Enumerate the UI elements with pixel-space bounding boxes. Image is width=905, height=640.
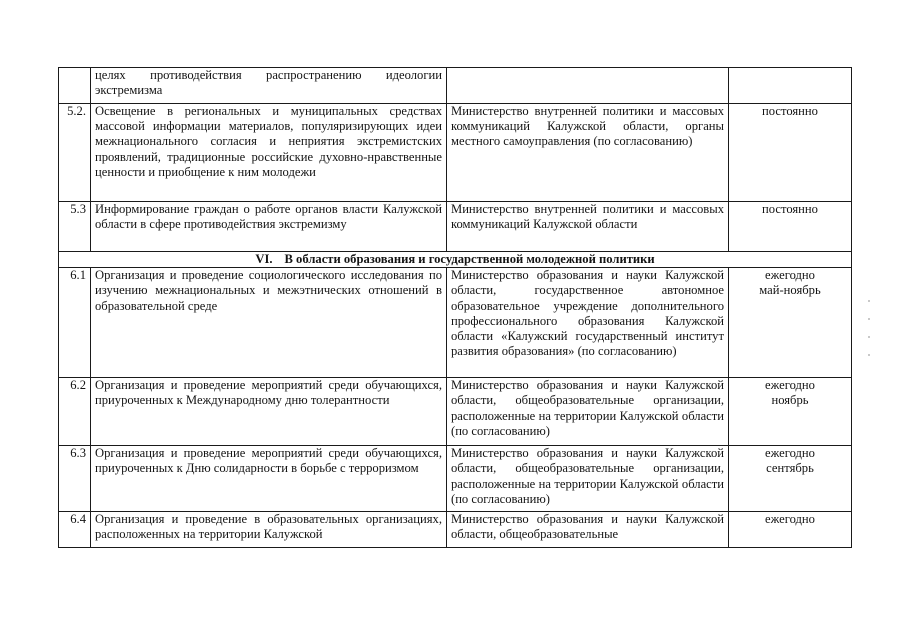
period-cell xyxy=(729,268,852,378)
period-line: ежегодно xyxy=(765,268,815,283)
scan-speck xyxy=(868,318,870,320)
action-cell: Освещение в региональных и муниципальных средствах массовой информации материалов, популяризирующих идеи межнационального согласия и неприятия экстремистских проявлений, традиционные российские духовно-нравственные ценности и приобщение к ним молодежи xyxy=(91,104,447,202)
table-row xyxy=(59,104,852,202)
executor-cell: Министерство образования и науки Калужской области, общеобразовательные xyxy=(447,512,729,548)
period-line: май-ноябрь xyxy=(759,283,821,298)
period-cell xyxy=(729,512,852,548)
period-cell: постоянно xyxy=(729,202,852,252)
table-row xyxy=(59,512,852,548)
action-cell: целях противодействия распространению идеологии экстремизма xyxy=(91,68,447,104)
executor-cell: Министерство образования и науки Калужской области, государственное автономное образовательное учреждение дополнительного профессионального образования Калужской области «Калужский государственный институт развития образования» (по согласованию) xyxy=(447,268,729,378)
table-row xyxy=(59,68,852,104)
period-line: ноябрь xyxy=(771,393,809,408)
row-number: 6.3 xyxy=(59,446,91,512)
action-cell: Организация и проведение в образовательных организациях, расположенных на территории Калужской xyxy=(91,512,447,548)
section-heading xyxy=(59,252,852,268)
action-cell: Организация и проведение мероприятий среди обучающихся, приуроченных к Международному дню толерантности xyxy=(91,378,447,446)
row-number xyxy=(59,68,91,104)
period-line: сентябрь xyxy=(766,461,814,476)
action-cell: Организация и проведение мероприятий среди обучающихся, приуроченных к Дню солидарности в борьбе с терроризмом xyxy=(91,446,447,512)
executor-cell: Министерство образования и науки Калужской области, общеобразовательные организации, расположенные на территории Калужской области (по согласованию) xyxy=(447,378,729,446)
period-cell xyxy=(729,446,852,512)
period-cell xyxy=(729,68,852,104)
row-number: 5.3 xyxy=(59,202,91,252)
action-cell: Организация и проведение социологического исследования по изучению межнациональных и межэтнических отношений в образовательной среде xyxy=(91,268,447,378)
scan-speck xyxy=(868,354,870,356)
period-line: ежегодно xyxy=(765,512,815,527)
period-line: ежегодно xyxy=(765,446,815,461)
period-line: ежегодно xyxy=(765,378,815,393)
section-title: В области образования и государственной молодежной политики xyxy=(284,252,655,266)
executor-cell xyxy=(447,68,729,104)
plan-table xyxy=(58,67,852,548)
row-number: 6.1 xyxy=(59,268,91,378)
executor-cell: Министерство внутренней политики и массовых коммуникаций Калужской области xyxy=(447,202,729,252)
table-row xyxy=(59,268,852,378)
executor-cell: Министерство внутренней политики и массовых коммуникаций Калужской области, органы местного самоуправления (по согласованию) xyxy=(447,104,729,202)
section-number: VI. xyxy=(255,252,273,266)
scan-speck xyxy=(868,336,870,338)
scan-speck xyxy=(868,300,870,302)
table-row xyxy=(59,446,852,512)
table-row xyxy=(59,378,852,446)
period-cell: постоянно xyxy=(729,104,852,202)
table-row xyxy=(59,202,852,252)
action-cell: Информирование граждан о работе органов власти Калужской области в сфере противодействия экстремизму xyxy=(91,202,447,252)
row-number: 5.2. xyxy=(59,104,91,202)
executor-cell: Министерство образования и науки Калужской области, общеобразовательные организации, расположенные на территории Калужской области (по согласованию) xyxy=(447,446,729,512)
row-number: 6.4 xyxy=(59,512,91,548)
section-heading-row xyxy=(59,252,852,268)
period-cell xyxy=(729,378,852,446)
row-number: 6.2 xyxy=(59,378,91,446)
